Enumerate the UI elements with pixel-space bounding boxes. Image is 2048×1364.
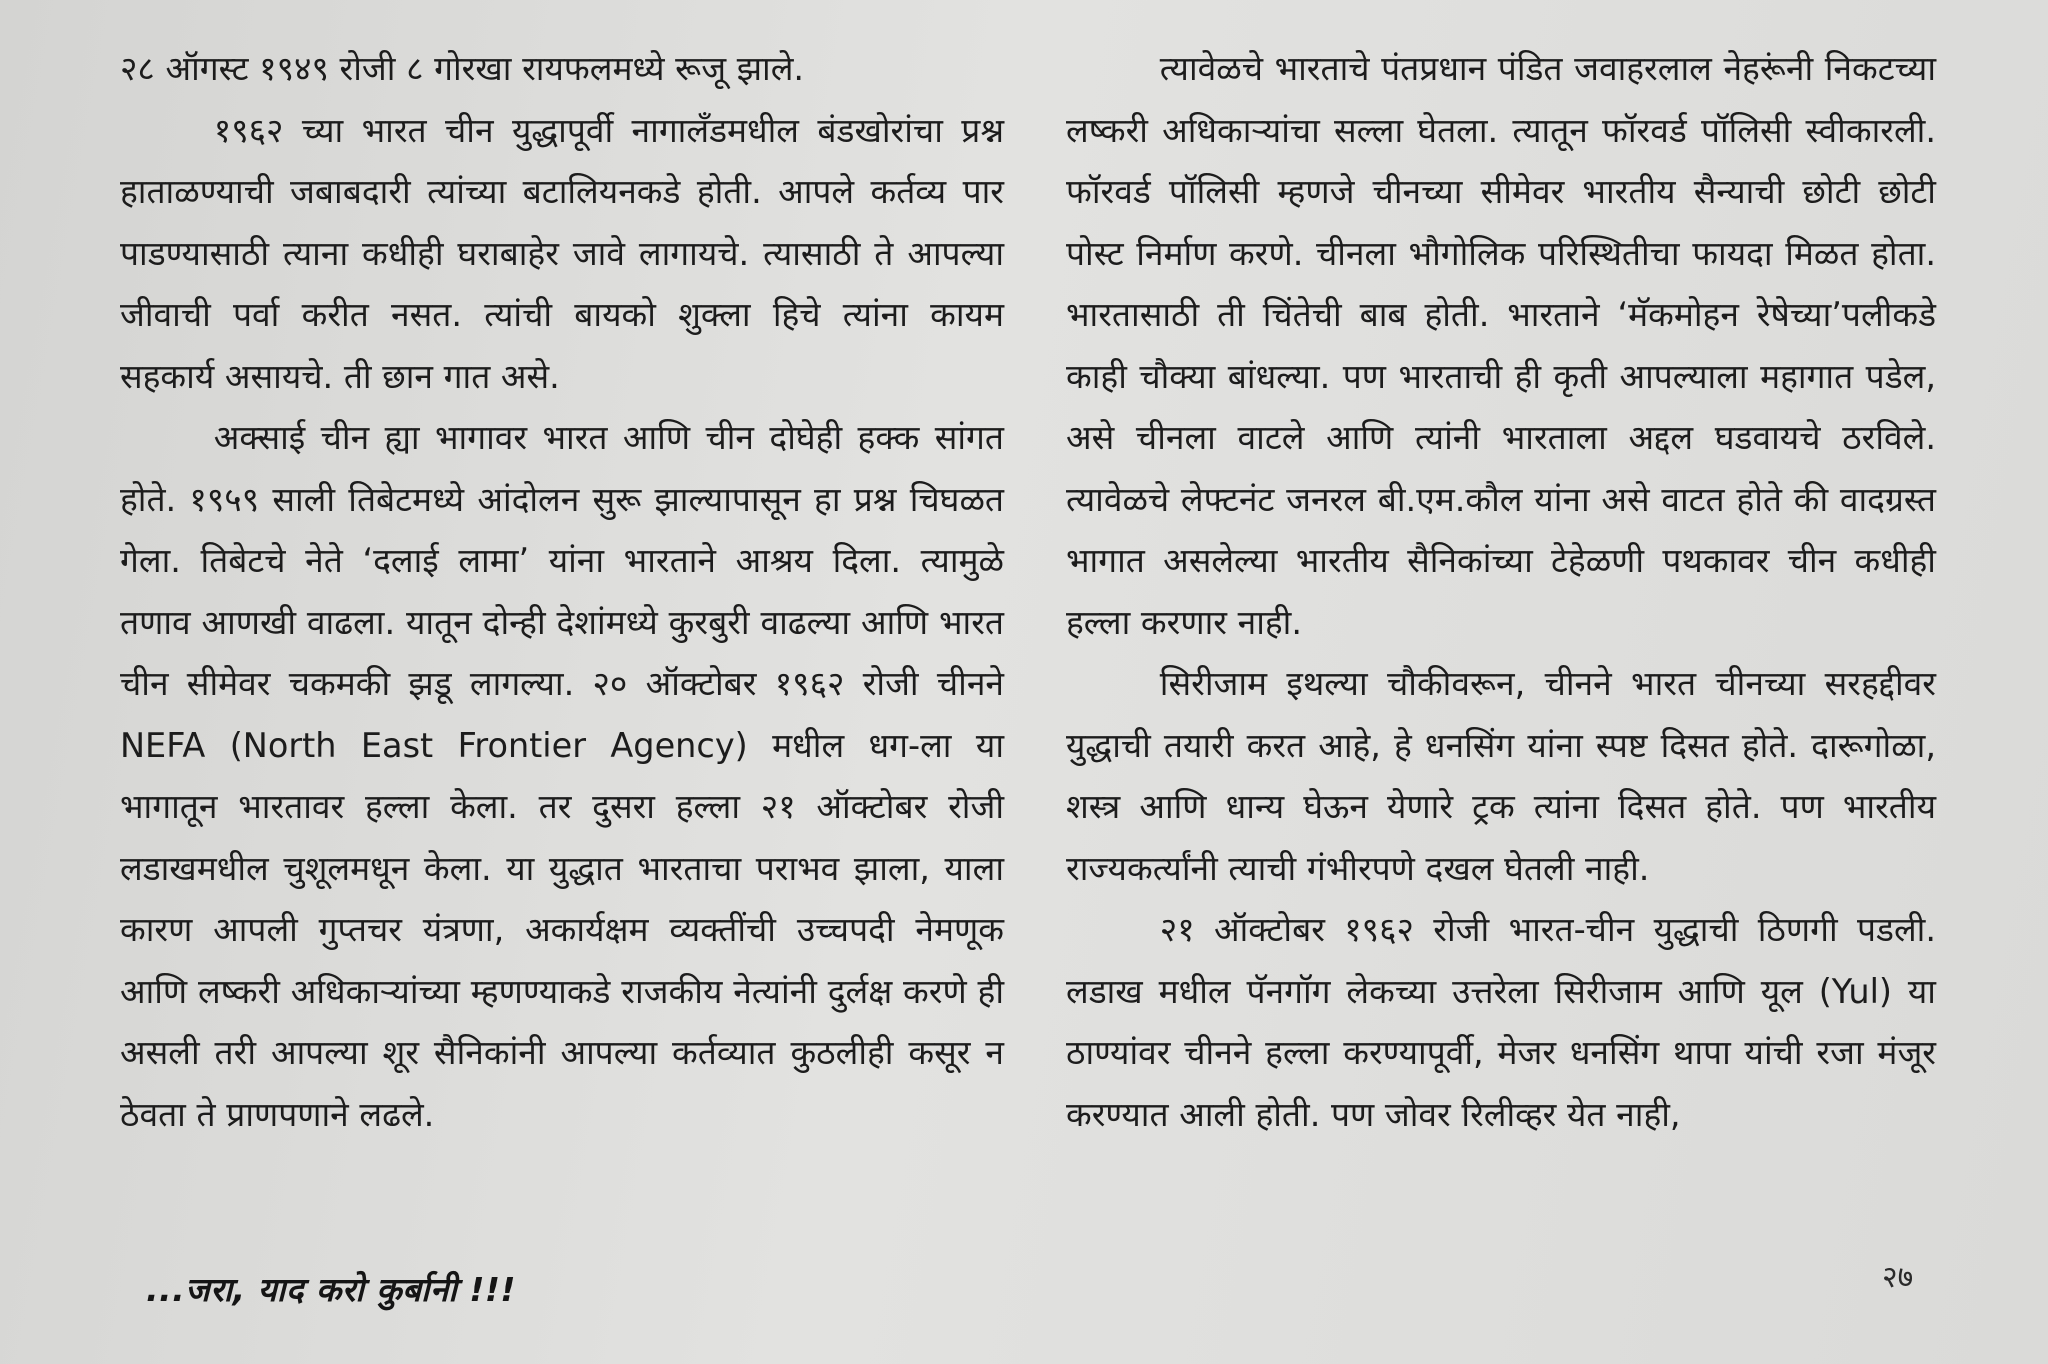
right-text-column [1066,38,1936,1145]
paragraph: २८ ऑगस्ट १९४९ रोजी ८ गोरखा रायफलमध्ये रूजू झाले. [120,49,805,88]
page-number: २७ [1882,1260,1914,1295]
paragraph: सिरीजाम इथल्या चौकीवरून, चीनने भारत चीनच्या सरहद्दीवर युद्धाची तयारी करत आहे, हे धनसिंग यांना स्पष्ट दिसत होते. दारूगोळा, शस्त्र आणि धान्य घेऊन येणारे ट्रक त्यांना दिसत होते. पण भारतीय राज्यकर्त्यांनी त्याची गंभीरपणे दखल घेतली नाही. [1066,664,1936,888]
paragraph: अक्साई चीन ह्या भागावर भारत आणि चीन दोघेही हक्क सांगत होते. १९५९ साली तिबेटमध्ये आंदोलन सुरू झाल्यापासून हा प्रश्न चिघळत गेला. तिबेटचे नेते ‘दलाई लामा’ यांना भारताने आश्रय दिला. त्यामुळे तणाव आणखी वाढला. यातून दोन्ही देशांमध्ये कुरबुरी वाढल्या आणि भारत चीन सीमेवर चकमकी झडू लागल्या. २० ऑक्टोबर १९६२ रोजी चीनने NEFA (North East Frontier Agency) मधील धग-ला या भागातून भारतावर हल्ला केला. तर दुसरा हल्ला २१ ऑक्टोबर रोजी लडाखमधील चुशूलमधून केला. या युद्धात भारताचा पराभव झाला, याला कारण आपली गुप्तचर यंत्रणा, अकार्यक्षम व्यक्तींची उच्चपदी नेमणूक आणि लष्करी अधिकाऱ्यांच्या म्हणण्याकडे राजकीय नेत्यांनी दुर्लक्ष करणे ही असली तरी आपल्या शूर सैनिकांनी आपल्या कर्तव्यात कुठलीही कसूर न ठेवता ते प्राणपणाने लढले. [120,418,1004,1134]
paragraph: १९६२ च्या भारत चीन युद्धापूर्वी नागालँडमधील बंडखोरांचा प्रश्न हाताळण्याची जबाबदारी त्यांच्या बटालियनकडे होती. आपले कर्तव्य पार पाडण्यासाठी त्याना कधीही घराबाहेर जावे लागायचे. त्यासाठी ते आपल्या जीवाची पर्वा करीत नसत. त्यांची बायको शुक्ला हिचे त्यांना कायम सहकार्य असायचे. ती छान गात असे. [120,110,1004,396]
left-text-column [120,38,1004,1145]
paragraph: त्यावेळचे भारताचे पंतप्रधान पंडित जवाहरलाल नेहरूंनी निकटच्या लष्करी अधिकाऱ्यांचा सल्ला घेतला. त्यातून फॉरवर्ड पॉलिसी स्वीकारली. फॉरवर्ड पॉलिसी म्हणजे चीनच्या सीमेवर भारतीय सैन्याची छोटी छोटी पोस्ट निर्माण करणे. चीनला भौगोलिक परिस्थितीचा फायदा मिळत होता. भारतासाठी ती चिंतेची बाब होती. भारताने ‘मॅकमोहन रेषेच्या’पलीकडे काही चौक्या बांधल्या. पण भारताची ही कृती आपल्याला महागात पडेल, असे चीनला वाटले आणि त्यांनी भारताला अद्दल घडवायचे ठरविले. त्यावेळचे लेफ्टनंट जनरल बी.एम.कौल यांना असे वाटत होते की वादग्रस्त भागात असलेल्या भारतीय सैनिकांच्या टेहेळणी पथकावर चीन कधीही हल्ला करणार नाही. [1066,49,1936,642]
footer-tagline: ...जरा, याद करो कुर्बानी !!! [146,1270,516,1309]
paragraph: २१ ऑक्टोबर १९६२ रोजी भारत-चीन युद्धाची ठिणगी पडली. लडाख मधील पॅनगॉग लेकच्या उत्तरेला सिरीजाम आणि यूल (Yul) या ठाण्यांवर चीनने हल्ला करण्यापूर्वी, मेजर धनसिंग थापा यांची रजा मंजूर करण्यात आली होती. पण जोवर रिलीव्हर येत नाही, [1066,910,1936,1134]
